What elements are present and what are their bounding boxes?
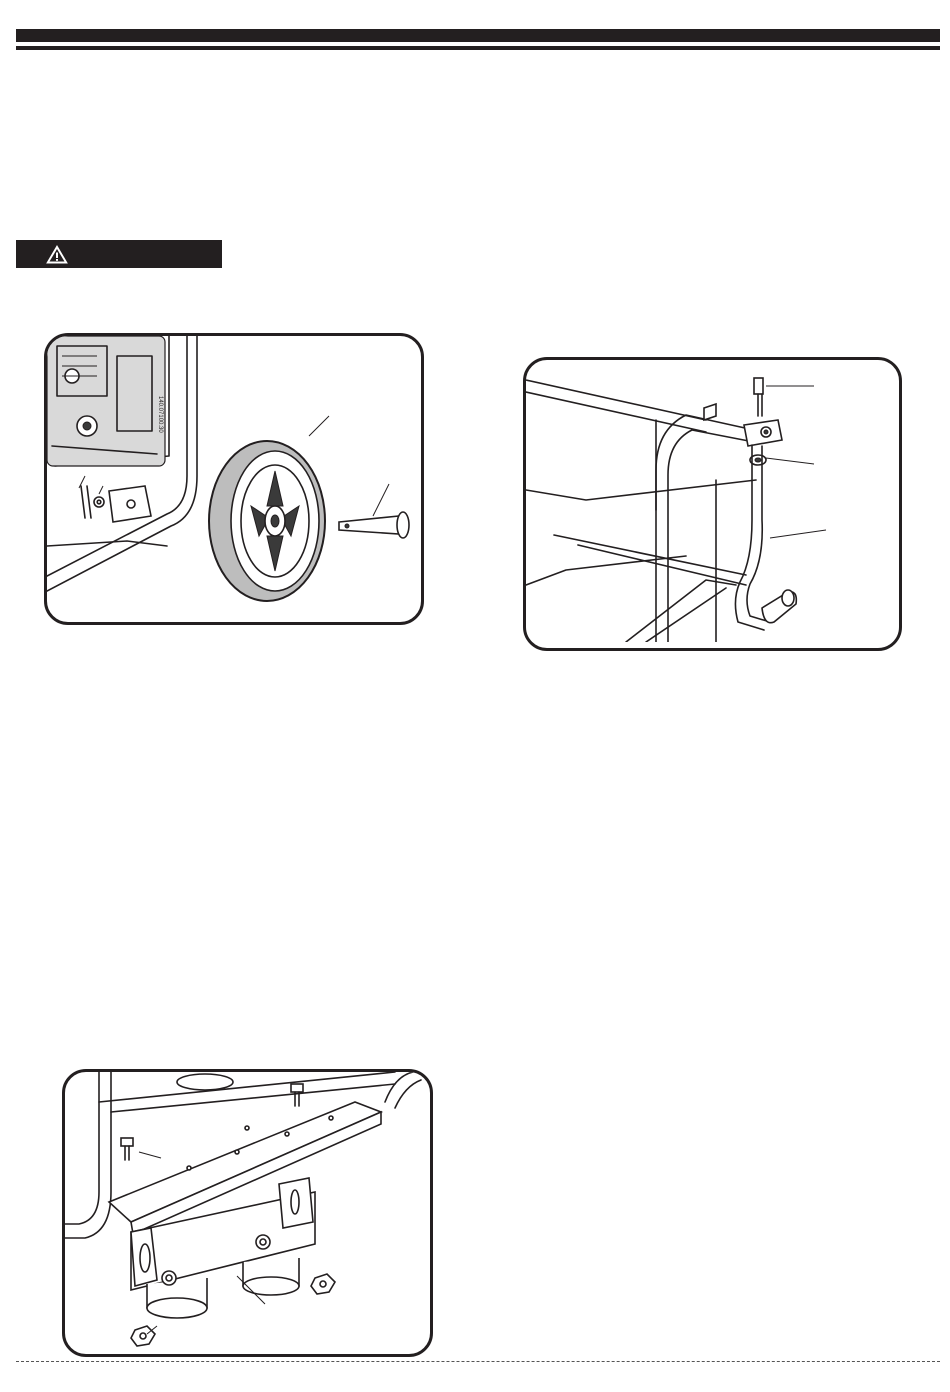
- handle-assembly-illustration: [526, 360, 893, 642]
- figure-wheel-assembly: [44, 333, 424, 625]
- figure-foot-assembly: [62, 1069, 433, 1357]
- header-rule-thin: [16, 46, 940, 50]
- part-marking: 140.07100.30: [157, 396, 163, 433]
- header-rule-thick: [16, 29, 940, 42]
- warning-banner: [16, 240, 222, 268]
- warning-triangle-icon: [46, 245, 68, 264]
- wheel-assembly-illustration: [47, 336, 415, 616]
- figure-handle-assembly: [523, 357, 902, 651]
- foot-assembly-illustration: [65, 1072, 424, 1348]
- bottom-dashed-rule: [16, 1361, 940, 1362]
